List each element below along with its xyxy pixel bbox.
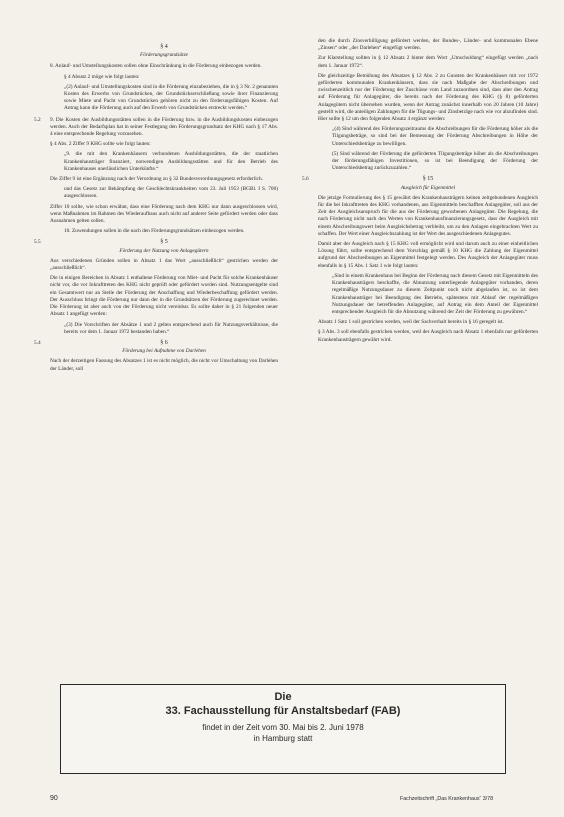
right-para-2: Zur Klarstellung sollten in § 12 Absatz 2 hinter dem Wort „Umschuldung“ eingefügt werden „nach dem 1. Januar 1972“. [318, 55, 538, 69]
section-15-subheading: Ausgleich für Eigenmittel [400, 184, 456, 191]
section-6-para-1: Nach der derzeitigen Fassung des Absatzes 1 ist es nicht möglich, die nicht vor Umschaltung von Darlehen der Länder, soll [50, 358, 278, 372]
right-para-1: den die durch Zinsverbilligung gefördert werden, der Bundes-, Länder- und kommunalen Ebene „Zinsen“ oder „der Darlehen“ eingefügt werden. [318, 38, 538, 52]
item-10-text: 10. Zuwendungen sollen in die nach den Förderungsgrundsätzen einbezogen werden. [64, 228, 245, 235]
section-5-heading: § 5 [160, 239, 168, 246]
section-6-subheading: Förderung bei Aufnahme von Darlehen [122, 348, 206, 355]
item-9-text: 9. Die Kosten der Ausbildungsstätten sollen in die Förderung bzw. in die Ausbildungskosten einbezogen werden. Auch der Bedarfsplan hat in seiner Festlegung den Förderungsgrundsatz der KHG nach § 17 Abs. 4 eine entsprechende Regelung vorzusehen. [50, 116, 278, 138]
right-para-6: Die jetzige Formulierung des § 15 gewährt den Krankenhausträgern keinen zeitgebundenen Ausgleich für die bei Inkrafttreten des KHG vorhandenen, aus Eigenmitteln beschafften Anlagegüter, soll aus der Zeit der Ausgleichsanspruch für die aus der Förderung geworbenen Anlagegüter. Die Regelung, die nach Förderung nicht nach den Werten von Krankenhausfinanzierungsgesetz, dass der Ausgleich mit einem Abschreibungswert beim Ausgleichsbetrag verbleibt, um zu den Anlagen eingebrachten Wert zu schaffen. Der Wert einer Ausgleichszahlung ist der Wert des ausgeschiedenen Anlagegutes. [318, 194, 538, 237]
margin-marker-9: 5.2 [34, 116, 41, 123]
item-9a-text: § 4 Abs. 2 Ziffer 9 KHG sollte wie folgt lauten: [50, 141, 151, 148]
section-5-subheading: Förderung der Nutzung von Anlagegütern [119, 247, 209, 254]
announcement-dates: findet in der Zeit vom 30. Mai bis 2. Juni 1978 [202, 723, 364, 732]
right-column [302, 38, 538, 347]
announcement-location: in Hamburg statt [253, 734, 313, 743]
right-para-4: „(4) Sind während des Förderungszeitraums die Abschreibungen für die Förderung höher als die Tilgungsbeträge, so sind bei der Bemessung der Förderung Abschreibungen in Höhe der Unterschiedsbeträge zu bewilligen. [332, 126, 538, 147]
section-5-para-3: „(3) Die Vorschriften der Absätze 1 und 2 gelten entsprechend auch für Nutzungsverhältnisse, die bereits vor dem 1. Januar 1972 bestanden haben.“ [64, 321, 278, 335]
item-8 [50, 63, 278, 112]
item-9c-text: Die Ziffer 9 ist eine Ergänzung nach der Verordnung zu § 32 Bundesverordnungsgesetz erforderlich. [50, 176, 263, 183]
announcement-title: 33. Fachausstellung für Anstaltsbedarf (FAB) [165, 705, 401, 717]
item-9d-text: und das Gesetz zur Bekämpfung der Geschlechtskrankheiten vom 23. Juli 1953 (BGBl. I S. 700) ausgeschlossen. [64, 186, 278, 200]
item-8-text: 8. Anlauf- und Umstellungskosten sollen ohne Einschränkung in die Förderung einbezogen werden. [50, 63, 262, 70]
section-15 [302, 176, 538, 343]
margin-marker-5: 5.5 [34, 239, 41, 246]
page-number: 90 [50, 795, 58, 802]
margin-marker-15: 5.6 [302, 176, 309, 183]
right-para-9: Absatz 1 Satz 1 soll gestrichen werden, weil der Sachverhalt bereits in § 16 geregelt ist. [318, 319, 504, 326]
section-4-heading: § 4 [160, 44, 168, 50]
section-4-subheading: Förderungsgrundsätze [139, 52, 189, 59]
section-15-heading: § 15 [422, 176, 434, 183]
right-para-8: „Sind in einem Krankenhaus bei Beginn der Förderung nach diesem Gesetz mit Eigenmitteln des Krankenhausträgers beschaffte, die Abnutzung unterliegende Anlagegüter vorhanden, deren regelmäßige Nutzungsdauer zu diesem Zeitpunkt noch nicht abgelaufen ist, so ist dem Krankenhausträger bei Beendigung des Betriebs, spätestens mit Ablauf der regelmäßigen Nutzungsdauer der betreffenden Anlagegüter, auf Antrag ein dem Anteil der Eigenmittel entsprechender Ausgleich für die Abnutzung während der Zeit der Förderung zu gewähren.“ [332, 272, 538, 315]
right-para-10: § 3 Abs. 3 soll ebenfalls gestrichen werden, weil der Ausgleich nach Absatz 1 ebenfalls nur geförderten Krankenhausträgern gewährt wird. [318, 329, 538, 343]
exhibition-announcement-box [60, 684, 506, 774]
item-9b-text: „9. die mit den Krankenhäusern verbundenen Ausbildungsstätten, die der staatlichen Krankenhausträger finanziert, notwendigen Ausbildungsstätten und für den Betrieb des Krankenhauses unerlässlichen Unterkünfte.“ [64, 151, 278, 172]
item-9 [34, 116, 278, 236]
section-5 [34, 239, 278, 335]
journal-reference: Fachzeitschrift „Das Krankenhaus“ 3/78 [400, 796, 494, 802]
section-6-heading: § 6 [160, 339, 168, 346]
item-8a-text: § 4 Absatz 2 möge wie folgt lauten: [64, 73, 140, 80]
item-8b-text: „(2) Anlauf- und Umstellungskosten sind in die Förderung einzubeziehen, die in § 3 Nr. 2 genannten Kosten des Erwerbs von Grundstücken, der Grundstückserschließung sowie ihrer Finanzierung sowie Miete und Pacht von Grundstücken gehören nicht zu den förderungsfähigen Kosten. Auf Antrag kann die Förderung auch auf den Erwerb von Grundstücken erstreckt werden.“ [64, 83, 278, 112]
right-para-7: Damit aber der Ausgleich nach § 15 KHG voll ermöglicht wird und darum auch zu einer einheitlichen Lösung führt, sollte entsprechend dem Vorschlag gemäß § 10 KHG die Zahlung der Eigenmittel aufgrund der Abschreibungen an Eigenmittel festgelegt werden. Des Ausgleich der Anlagegüter muss ebenfalls in § 15 Abs. 1 Satz 1 wie folgt lauten: [318, 241, 538, 269]
section-5-para-1: Aus verschiedenen Gründen sollen in Absatz 1 das Wort „ausschließlich“ gestrichen werden der „ausschließlich“. [50, 257, 278, 272]
margin-marker-6: 5.4 [34, 339, 41, 346]
right-para-5: (5) Sind während der Förderung die geförderten Tilgungsbeträge höher als die Abschreibungen der förderungsfähigen Investitionen, so ist bei Beendigung der Förderung der Unterschiedsbetrag zurückzuzahlen.“ [332, 150, 538, 172]
item-9e-text: Ziffer 10 sollte, wie schon erwähnt, dass eine Förderung nach dem KHG nur dann ausgeschlossen wird, wenn Maßnahmen im Rahmen des Wiederaufbaus auch nicht auf anderer Seite gefördert werden oder dass Ausnahmen gelten sollen. [50, 203, 278, 225]
announcement-line-1: Die [274, 691, 292, 703]
section-6 [34, 339, 278, 373]
right-para-3: Die gleichzeitige Bemühung des Absatzes § 12 Abs. 2 zu Gunsten der Krankenhäuser mit vor 1972 geförderten kommunalen Krankenhäusern, dass sie nach Maßgabe der Abschreibungen und zwischenzeitlich nur der Förderung der Zuschüsse vom Land zuzuordnen sind, dass aber den Antrag auf Förderung für Anlagegüter, die bereits nach der Förderung des KHG (§ 8) geförderten Anlagegütern nicht übersehen wurden, wenn der Antrag zunächst innerhalb von 20 Jahren (10 Jahre) gestellt wird, die anteiligen Zahlungen für die Tilgungs- und Zinsbeträge nach wie vor abzufinden sind. Hier sollte § 12 um den folgenden Absatz 4 ergänzt werden: [318, 72, 538, 123]
section-5-para-2: Die in einigen Bereichen in Absatz 1 enthaltene Förderung von Miet- und Pacht für solche Krankenhäuser nicht vor, die vor Inkrafttreten des KHG nicht geprüft oder gefördert worden sind. Nutzungsentgelte sind ein Gesamtwert nur an Stelle der Förderung der Anschaffung und Wiederbeschaffung gefördert werden. Der Ausschluss bringt die Förderung nur dann der in die Grundsätzen der Förderung zugerechnet werden. Die Förderung ist aber auch von der Förderung nicht vereinbar. Es sollte daher in § 21 folgenden neuer Absatz 1 angefügt werden: [50, 275, 278, 318]
left-column [34, 42, 278, 376]
